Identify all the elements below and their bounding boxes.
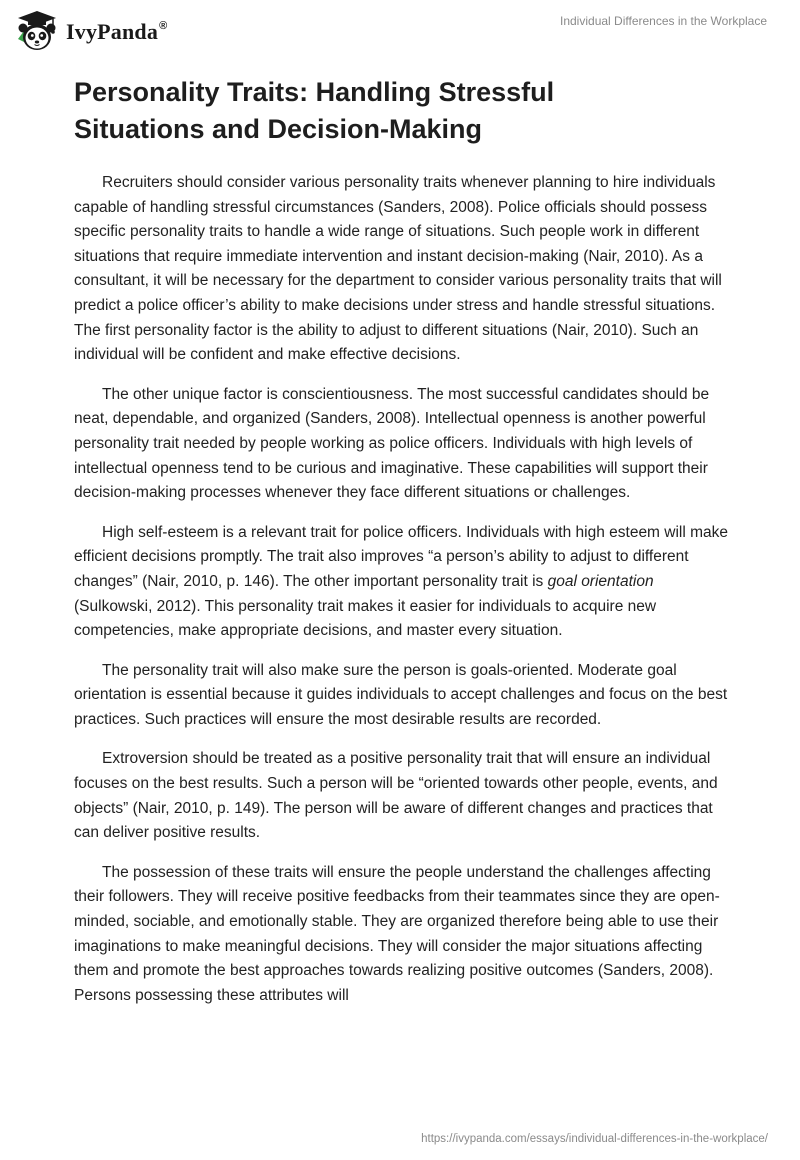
panda-graduate-icon: [14, 9, 60, 53]
ivypanda-logo[interactable]: [14, 9, 167, 53]
paragraph-6: The possession of these traits will ensure the people understand the challenges affecting their followers. They will receive positive feedbacks from their teammates since they are open-minded, sociable, and emotionally stable. They are organized therefore being able to use their imaginations to make meaningful decisions. They will consider the major situations affecting them and promote the best approaches towards realizing positive outcomes (Sanders, 2008). Persons possessing these attributes will: [74, 863, 720, 1004]
title-line-2: Situations and Decision-Making: [74, 114, 483, 144]
title-line-1: Personality Traits: Handling Stressful: [74, 77, 555, 107]
registered-mark: ®: [159, 20, 168, 32]
running-title: Individual Differences in the Workplace: [560, 14, 767, 28]
article-title: [74, 74, 734, 148]
logo-wordmark: IvyPanda®: [66, 19, 168, 44]
paragraph-3: High self-esteem is a relevant trait for police officers. Individuals with high esteem will make efficient decisions promptly. The trait also improves “a person’s ability to adjust to different changes” (Nair, 2010, p. 146). The other important personality trait is goal orientation (Sulkowski, 2012). This personality trait makes it easier for individuals to acquire new competencies, make appropriate decisions, and master every situation.: [74, 523, 729, 640]
footer-source-url[interactable]: https://ivypanda.com/essays/individual-differences-in-the-workplace/: [421, 1133, 768, 1145]
paragraph-5: Extroversion should be treated as a positive personality trait that will ensure an individual focuses on the best results. Such a person will be “oriented towards other people, events, and objects” (Nair, 2010, p. 149). The person will be aware of different changes and practices that can deliver positive results.: [74, 750, 718, 842]
paragraph-4: The personality trait will also make sure the person is goals-oriented. Moderate goal orientation is essential because it guides individuals to accept challenges and focus on the best practices. Such practices will ensure the most desirable results are recorded.: [74, 661, 728, 728]
paragraph-2: The other unique factor is conscientiousness. The most successful candidates should be neat, dependable, and organized (Sanders, 2008). Intellectual openness is another powerful personality trait needed by people working as police officers. Individuals with high levels of intellectual openness tend to be curious and imaginative. These capabilities will support their decision-making processes whenever they face different situations or challenges.: [74, 385, 710, 502]
page-header: [0, 0, 800, 60]
article-body: [74, 171, 729, 1023]
emphasis-goal-orientation: goal orientation: [547, 572, 654, 590]
paragraph-1: Recruiters should consider various personality traits whenever planning to hire individuals capable of handling stressful circumstances (Sanders, 2008). Police officials should possess specific personality traits to handle a wide range of situations. Such people work in different situations that require immediate intervention and instant decision-making (Nair, 2010). As a consultant, it will be necessary for the department to consider various personality traits that will predict a police officer’s ability to make decisions under stress and handle stressful situations. The first personality factor is the ability to adjust to different situations (Nair, 2010). Such an individual will be confident and make effective decisions.: [74, 174, 722, 364]
